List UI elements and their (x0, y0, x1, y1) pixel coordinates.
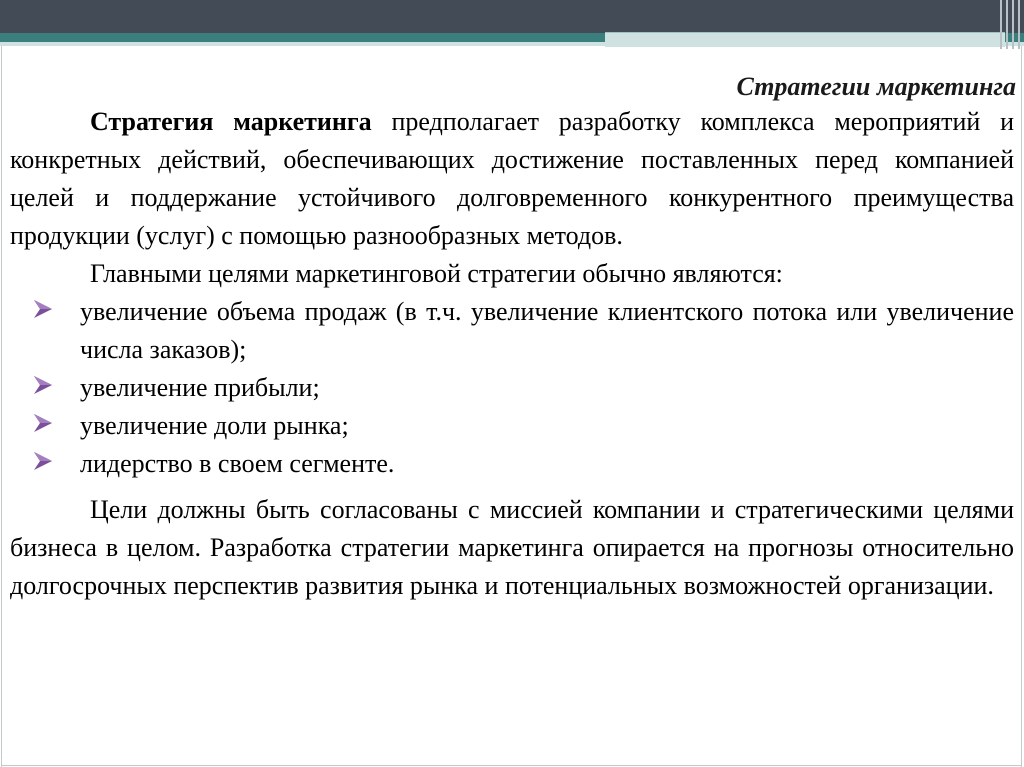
goal-text: лидерство в своем сегменте. (80, 449, 395, 478)
list-item (10, 293, 1014, 369)
goals-list (10, 293, 1014, 483)
intro-paragraph (10, 103, 1014, 255)
list-item (10, 369, 1014, 407)
goal-text: увеличение объема продаж (в т.ч. увеличение клиентского потока или увеличение числа заказов); (80, 297, 1014, 364)
header-band-dark (0, 0, 1024, 33)
goal-text: увеличение прибыли; (80, 373, 320, 402)
corner-stripes (996, 0, 1024, 49)
chevron-right-arrow-icon (32, 375, 54, 395)
goal-text: увеличение доли рынка; (80, 411, 349, 440)
chevron-right-arrow-icon (32, 451, 54, 471)
goals-lead: Главными целями маркетинговой стратегии обычно являются: (90, 259, 783, 288)
slide-border-right (1021, 46, 1022, 767)
slide-border-bottom (1, 765, 1022, 766)
closing-paragraph: Цели должны быть согласованы с миссией компании и стратегическими целями бизнеса в целом. Разработка стратегии маркетинга опирается на прогнозы относительно долгосрочных перспектив развития рынка и потенциальных возможностей организации. (10, 495, 1014, 600)
slide-border-left (1, 46, 2, 767)
slide-title: Стратегии маркетинга (736, 72, 1016, 101)
slide-body (10, 103, 1014, 605)
chevron-right-arrow-icon (32, 299, 54, 319)
header-tab (605, 32, 1005, 47)
list-item (10, 407, 1014, 445)
chevron-right-arrow-icon (32, 413, 54, 433)
intro-term: Стратегия маркетинга (90, 107, 372, 136)
list-item (10, 445, 1014, 483)
intro-text: предполагает разработку комплекса мероприятий и конкретных действий, обеспечивающих достижение поставленных перед компанией целей и поддержание устойчивого долговременного конкурентного преимущества продукции (услуг) с помощью разнообразных методов. (10, 107, 1014, 250)
